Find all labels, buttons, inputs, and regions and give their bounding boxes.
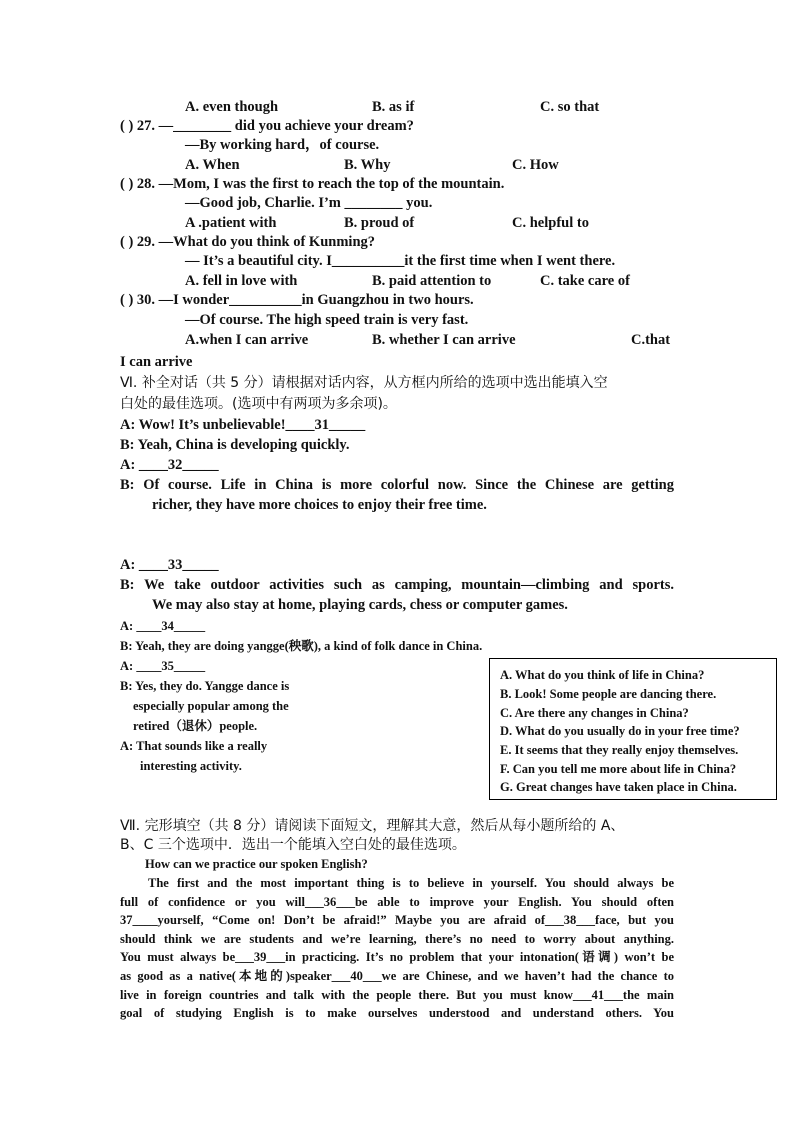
q26-option-c: C. so that <box>540 99 600 115</box>
dialogue-line: A: That sounds like a really <box>120 739 268 753</box>
dialogue-line-32: A: ____32_____ <box>120 457 219 473</box>
option-item: F. Can you tell me more about life in China? <box>500 762 737 776</box>
passage-line: should think we are students and we’re learning, there’s no need to worry about anything. <box>120 932 674 946</box>
dialogue-line: We may also stay at home, playing cards, chess or computer games. <box>152 597 568 613</box>
q28-option-a: A .patient with <box>185 215 277 231</box>
q30-option-c-continued: I can arrive <box>120 354 193 370</box>
section6-title-line2: 白处的最佳选项。(选项中有两项为多余项)。 <box>120 396 397 412</box>
q26-option-a: A. even though <box>185 99 279 115</box>
dialogue-line: B: Yeah, China is developing quickly. <box>120 437 350 453</box>
dialogue-line: B: Yes, they do. Yangge dance is <box>120 679 290 693</box>
q27-stem: ( ) 27. —________ did you achieve your dream? <box>120 118 414 134</box>
q28-stem: ( ) 28. —Mom, I was the first to reach the top of the mountain. <box>120 176 505 192</box>
dialogue-line: B: Yeah, they are doing yangge(秧歌), a kind of folk dance in China. <box>120 639 483 653</box>
q30-stem: ( ) 30. —I wonder__________in Guangzhou in two hours. <box>120 292 474 308</box>
option-item: E. It seems that they really enjoy themselves. <box>500 743 739 757</box>
q30-option-c: C.that <box>631 332 671 348</box>
q29-stem: ( ) 29. —What do you think of Kunming? <box>120 234 376 250</box>
passage-line: as good as a native(本地的)speaker___40___we are Chinese, and we haven’t had the chance to <box>120 969 674 983</box>
q28-option-b: B. proud of <box>344 215 415 231</box>
q29-option-b: B. paid attention to <box>372 273 492 289</box>
q30-option-a: A.when I can arrive <box>185 332 309 348</box>
passage-line: full of confidence or you will___36___be able to improve your English. You should often <box>120 895 674 909</box>
q30-option-b: B. whether I can arrive <box>372 332 516 348</box>
passage-line: 37____yourself, “Come on! Don’t be afraid!” Maybe you are afraid of___38___face, but you <box>120 913 674 927</box>
q27-reply: —By working hard，of course. <box>185 137 380 153</box>
dialogue-line-33: A: ____33_____ <box>120 557 219 573</box>
section7-title-line2: B、C 三个选项中．选出一个能填入空白处的最佳选项。 <box>120 837 466 853</box>
option-item: A. What do you think of life in China? <box>500 668 705 682</box>
q29-reply: — It’s a beautiful city. I__________it the first time when I went there. <box>185 253 616 269</box>
section6-title-line1: Ⅵ. 补全对话（共 5 分）请根据对话内容，从方框内所给的选项中选出能填入空 <box>120 375 608 391</box>
passage-line: You must always be___39___in practicing. It’s no problem that your intonation(语调) won’t be <box>120 950 674 964</box>
passage-line: The first and the most important thing is to believe in yourself. You should always be <box>148 876 674 890</box>
dialogue-line-34: A: ____34_____ <box>120 619 206 633</box>
q29-option-c: C. take care of <box>540 273 630 289</box>
dialogue-line-31: A: Wow! It’s unbelievable!____31_____ <box>120 417 366 433</box>
option-item: G. Great changes have taken place in China. <box>500 780 737 794</box>
q27-option-b: B. Why <box>344 157 391 173</box>
dialogue-line: B: Of course. Life in China is more colorful now. Since the Chinese are getting <box>120 477 674 493</box>
q28-option-c: C. helpful to <box>512 215 589 231</box>
dialogue-line-35: A: ____35_____ <box>120 659 206 673</box>
dialogue-line: retired（退休）people. <box>133 719 258 733</box>
dialogue-line: richer, they have more choices to enjoy their free time. <box>152 497 487 513</box>
option-item: B. Look! Some people are dancing there. <box>500 687 717 701</box>
q26-option-b: B. as if <box>372 99 415 115</box>
passage-heading: How can we practice our spoken English? <box>145 857 368 871</box>
options-box <box>489 658 777 800</box>
q27-option-a: A. When <box>185 157 240 173</box>
dialogue-line: B: We take outdoor activities such as camping, mountain—climbing and sports. <box>120 577 674 593</box>
passage-line: goal of studying English is to make ourselves understood and understand others. You <box>120 1006 674 1020</box>
dialogue-line: especially popular among the <box>133 699 289 713</box>
q29-option-a: A. fell in love with <box>185 273 298 289</box>
passage-line: live in foreign countries and talk with the people there. But you must know___41___the main <box>120 988 674 1002</box>
q30-reply: —Of course. The high speed train is very fast. <box>185 312 469 328</box>
option-item: D. What do you usually do in your free time? <box>500 724 740 738</box>
dialogue-line: interesting activity. <box>140 759 242 773</box>
q27-option-c: C. How <box>512 157 559 173</box>
option-item: C. Are there any changes in China? <box>500 706 689 720</box>
q28-reply: —Good job, Charlie. I’m ________ you. <box>185 195 433 211</box>
section7-title-line1: Ⅶ. 完形填空（共 8 分）请阅读下面短文，理解其大意，然后从每小题所给的 A、 <box>120 818 625 834</box>
